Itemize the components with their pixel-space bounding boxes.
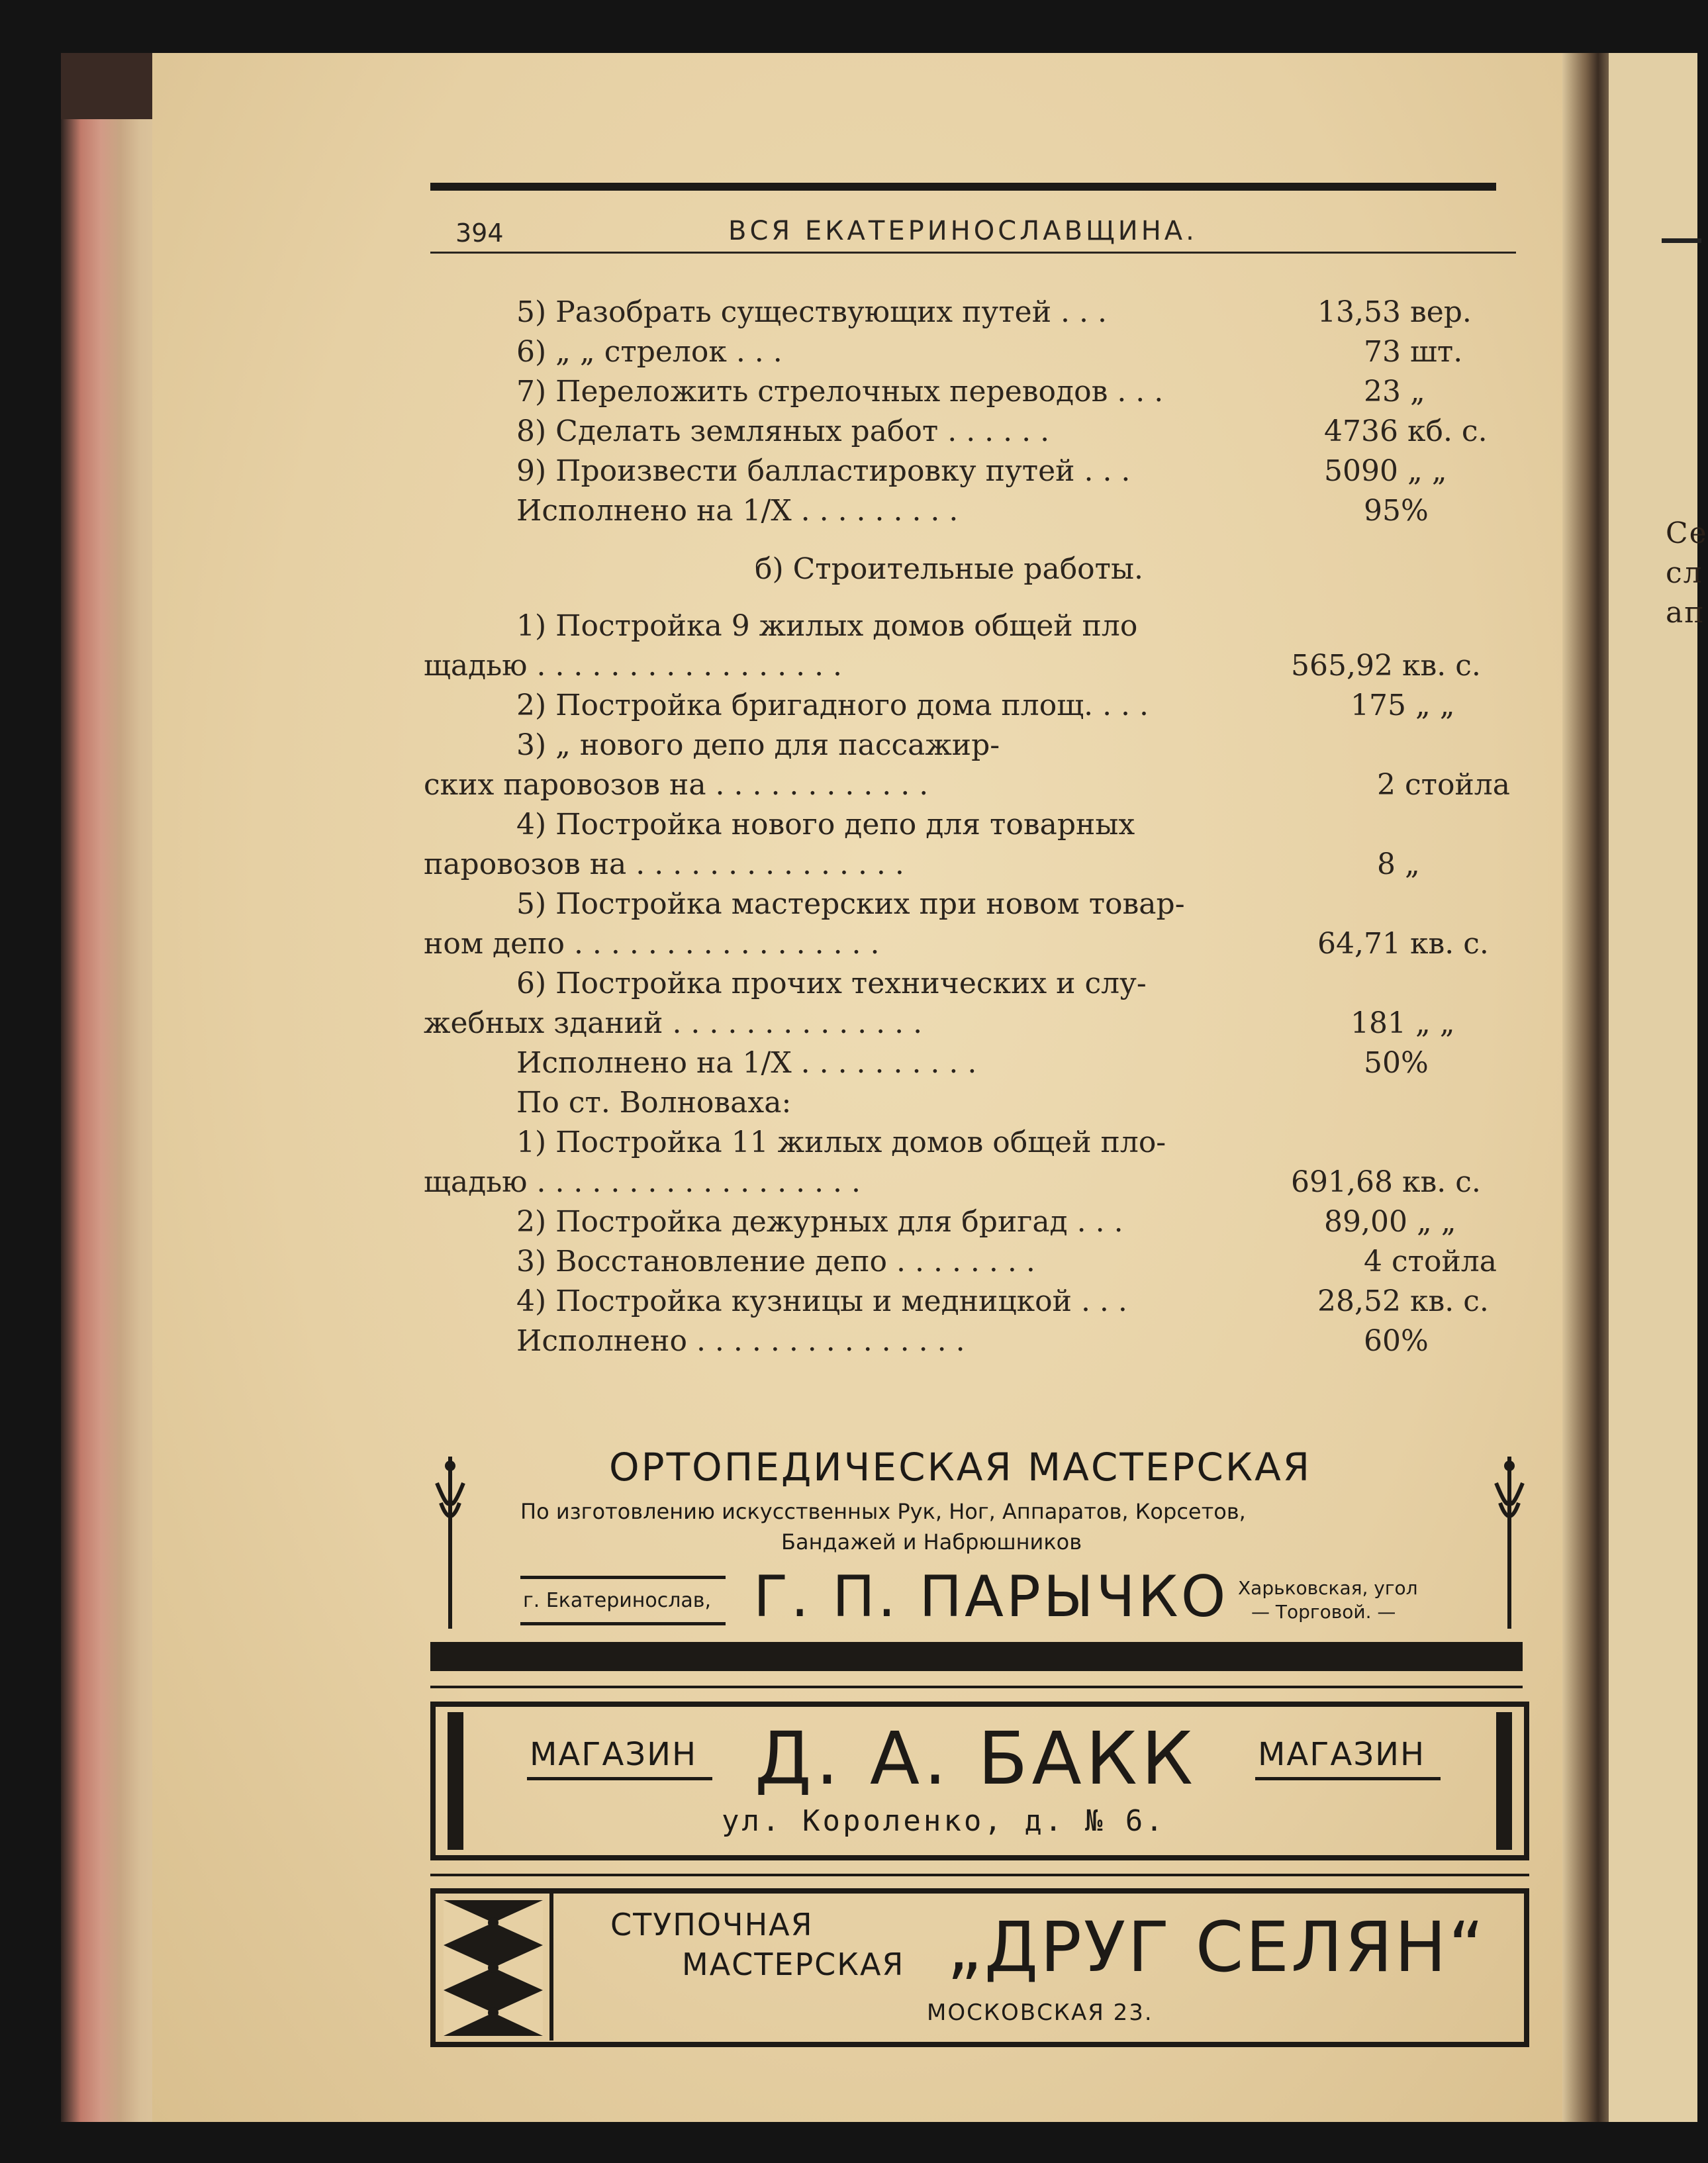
ad-orthopedic-title: ОРТОПЕДИЧЕСКАЯ МАСТЕРСКАЯ xyxy=(609,1445,1312,1490)
text-line: 5) Постройка мастерских при новом товар- xyxy=(516,887,1185,921)
ad-drug-selyan-line1: СТУПОЧНАЯ xyxy=(610,1907,814,1943)
text-value: 4736 кб. с. xyxy=(1324,414,1488,448)
ad-orthopedic-subtitle: По изготовлению искусственных Рук, Ног, Аппаратов, Корсетов, xyxy=(520,1499,1246,1524)
ad-orthopedic-address: Харьковская, угол xyxy=(1238,1577,1418,1599)
text-value: 60% xyxy=(1364,1324,1429,1358)
ad-bakk-left-label: МАГАЗИН xyxy=(530,1736,698,1773)
facing-page-fragment: Се xyxy=(1666,516,1708,550)
text-value: 181 „ „ xyxy=(1351,1006,1455,1040)
text-line: 2) Постройка дежурных для бригад . . . xyxy=(516,1205,1123,1239)
page-number: 394 xyxy=(455,218,504,248)
facing-page-rule xyxy=(1662,238,1701,243)
text-line: 3) Восстановление депо . . . . . . . . xyxy=(516,1245,1035,1278)
text-line: 1) Постройка 11 жилых домов общей пло- xyxy=(516,1126,1166,1159)
text-line: щадью . . . . . . . . . . . . . . . . . xyxy=(424,649,843,683)
text-line: ских паровозов на . . . . . . . . . . . . xyxy=(424,768,929,802)
text-value: 13,53 вер. xyxy=(1317,295,1472,329)
facing-page-fragment: сл xyxy=(1666,556,1703,590)
text-value: 691,68 кв. с. xyxy=(1291,1165,1481,1199)
text-value: 64,71 кв. с. xyxy=(1317,927,1489,961)
ad-base-bar xyxy=(430,1642,1523,1671)
ad-orthopedic-address: — Торговой. — xyxy=(1251,1601,1396,1623)
text-line: 5) Разобрать существующих путей . . . xyxy=(516,295,1107,329)
text-line: Исполнено . . . . . . . . . . . . . . . xyxy=(516,1324,965,1358)
text-value: 8 „ xyxy=(1377,847,1420,881)
text-value: 23 „ xyxy=(1364,375,1425,409)
text-value: 28,52 кв. с. xyxy=(1317,1284,1489,1318)
header-subrule xyxy=(430,252,1516,254)
facing-page xyxy=(1609,53,1708,2122)
ad-bakk-bar xyxy=(448,1712,463,1850)
ad-drug-selyan-line2: МАСТЕРСКАЯ xyxy=(682,1947,905,1982)
text-line: жебных зданий . . . . . . . . . . . . . . xyxy=(424,1006,923,1040)
text-line: 4) Постройка кузницы и медницкой . . . xyxy=(516,1284,1127,1318)
text-value: 175 „ „ xyxy=(1351,689,1455,722)
section-heading: б) Строительные работы. xyxy=(755,552,1144,586)
text-line: 8) Сделать земляных работ . . . . . . xyxy=(516,414,1050,448)
text-line: щадью . . . . . . . . . . . . . . . . . . xyxy=(424,1165,861,1199)
ad-bakk-address: ул. Короленко, д. № 6. xyxy=(722,1804,1166,1838)
ad-rule xyxy=(430,1874,1529,1876)
ad-rule xyxy=(527,1777,712,1780)
ad-rule xyxy=(1255,1777,1441,1780)
ad-drug-selyan-name: „ДРУГ СЕЛЯН“ xyxy=(947,1907,1486,1988)
ad-orthopedic-name: Г. П. ПАРЫЧКО xyxy=(753,1564,1229,1630)
ad-orthopedic-subtitle: Бандажей и Набрюшников xyxy=(781,1529,1082,1555)
text-line: 4) Постройка нового депо для товарных xyxy=(516,808,1135,841)
text-line: паровозов на . . . . . . . . . . . . . . . xyxy=(424,847,904,881)
text-line: 2) Постройка бригадного дома площ. . . . xyxy=(516,689,1149,722)
text-value: 73 шт. xyxy=(1364,335,1463,369)
ad-bakk-bar xyxy=(1496,1712,1512,1850)
text-value: 95% xyxy=(1364,494,1429,528)
text-line: Исполнено на 1/X . . . . . . . . . xyxy=(516,494,959,528)
text-line: 3) „ нового депо для пассажир- xyxy=(516,728,1000,762)
candelabrum-ornament-left xyxy=(430,1457,470,1629)
text-value: 4 стойла xyxy=(1364,1245,1497,1278)
ad-orthopedic-city: г. Екатеринослав, xyxy=(523,1589,712,1612)
ad-rule xyxy=(520,1576,726,1579)
text-value: 5090 „ „ xyxy=(1324,454,1447,488)
text-value: 50% xyxy=(1364,1046,1429,1080)
ad-drug-selyan-address: МОСКОВСКАЯ 23. xyxy=(927,1999,1153,2026)
text-value: 565,92 кв. с. xyxy=(1291,649,1481,683)
text-line: По ст. Волноваха: xyxy=(516,1086,792,1120)
ad-bakk-right-label: МАГАЗИН xyxy=(1258,1736,1426,1773)
text-line: 1) Постройка 9 жилых домов общей пло xyxy=(516,609,1138,643)
facing-page-fragment: ап xyxy=(1666,596,1705,630)
text-line: 6) „ „ стрелок . . . xyxy=(516,335,783,369)
text-value: 2 стойла xyxy=(1377,768,1510,802)
text-line: 7) Переложить стрелочных переводов . . . xyxy=(516,375,1164,409)
ad-rule xyxy=(430,1686,1523,1688)
ad-rule xyxy=(520,1622,726,1625)
text-line: 6) Постройка прочих технических и слу- xyxy=(516,967,1147,1000)
text-value: 89,00 „ „ xyxy=(1324,1205,1456,1239)
text-line: 9) Произвести балластировку путей . . . xyxy=(516,454,1131,488)
ad-bakk-name: Д. А. БАКК xyxy=(755,1716,1197,1801)
triangle-pattern-ornament xyxy=(444,1900,543,2036)
header-rule xyxy=(430,183,1496,191)
running-title: ВСЯ ЕКАТЕРИНОСЛАВЩИНА. xyxy=(728,216,1198,246)
text-line: ном депо . . . . . . . . . . . . . . . . . xyxy=(424,927,880,961)
candelabrum-ornament-right xyxy=(1490,1457,1529,1629)
ad-rule xyxy=(549,1894,553,2041)
text-line: Исполнено на 1/X . . . . . . . . . . xyxy=(516,1046,977,1080)
